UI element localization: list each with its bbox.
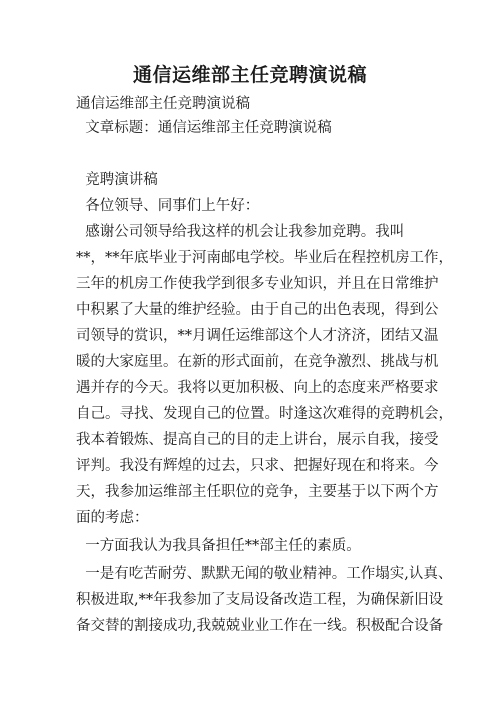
text-line: 通信运维部主任竞聘演说稿 [76, 96, 250, 112]
text-line: 三年的机房工作使我学到很多专业知识，并且在日常维护 [76, 276, 439, 292]
text-line: 各位领导、同事们上午好： [76, 198, 260, 214]
text-line: 感谢公司领导给我这样的机会让我参加竞聘。我叫 [76, 224, 405, 240]
text-line: 评判。我没有辉煌的过去，只求、把握好现在和将来。今 [76, 458, 439, 474]
text-line: 中积累了大量的维护经验。由于自己的出色表现，得到公 [76, 302, 439, 318]
text-line: 暖的大家庭里。在新的形式面前，在竞争激烈、挑战与机 [76, 354, 439, 370]
text-line: 文章标题：通信运维部主任竞聘演说稿 [76, 120, 332, 136]
text-line: 备交替的割接成功,我兢兢业业工作在一线。积极配合设备 [76, 618, 444, 634]
text-line: 竞聘演讲稿 [76, 172, 158, 188]
text-line: 自己。寻找、发现自己的位置。时逢这次难得的竞聘机会， [76, 406, 453, 422]
text-line: 司领导的赏识，**月调任运维部这个人才济济，团结又温 [76, 328, 439, 344]
text-line: **，**年底毕业于河南邮电学校。毕业后在程控机房工作， [76, 250, 453, 266]
text-line: 遇并存的今天。我将以更加积极、向上的态度来严格要求 [76, 380, 439, 396]
text-line: 一方面我认为我具备担任**部主任的素质。 [76, 538, 361, 554]
text-line: 积极进取,**年我参加了支局设备改造工程，为确保新旧设 [76, 592, 444, 608]
watermark-logo [149, 313, 411, 382]
text-line: 一是有吃苦耐劳、默默无闻的敬业精神。工作塌实,认真、 [76, 566, 453, 582]
text-line: 天，我参加运维部主任职位的竞争，主要基于以下两个方 [76, 484, 439, 500]
text-line: 面的考虑： [76, 510, 149, 526]
document-title: 通信运维部主任竞聘演说稿 [132, 64, 367, 86]
text-line: 我本着锻炼、提高自己的目的走上讲台，展示自我，接受 [76, 432, 439, 448]
